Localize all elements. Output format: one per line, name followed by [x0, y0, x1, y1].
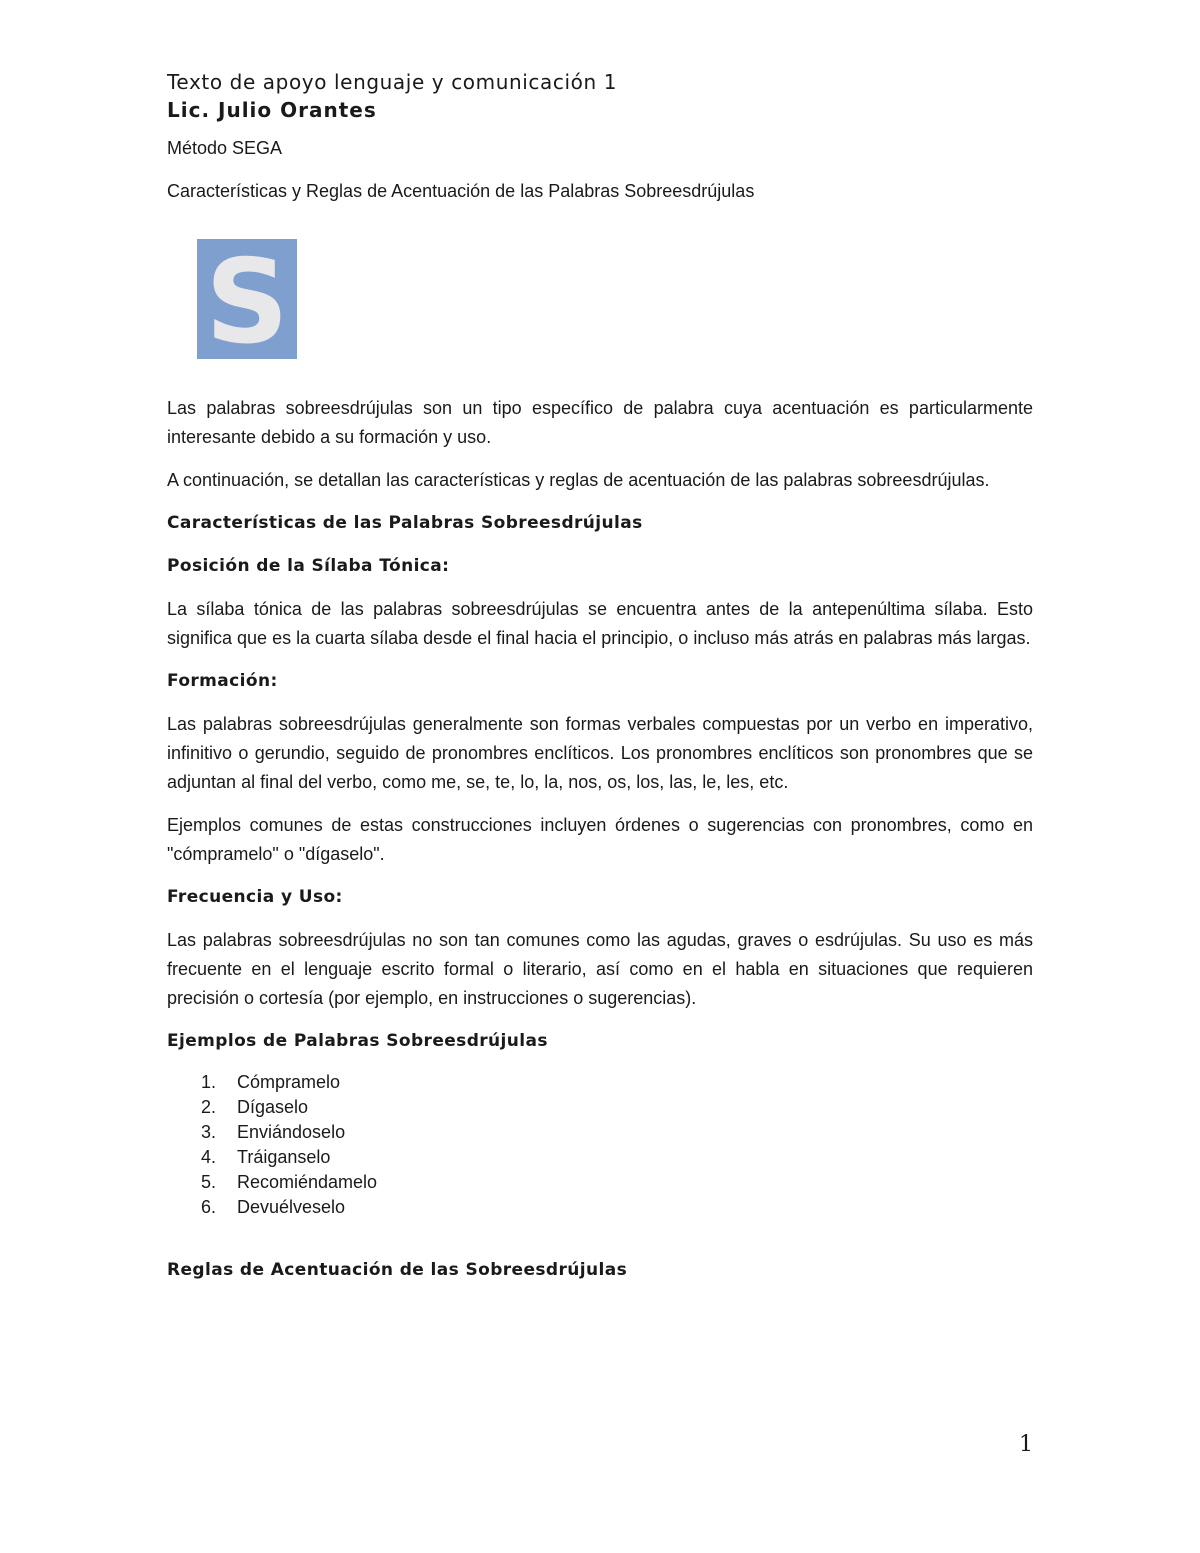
list-item-number: 3. [201, 1122, 217, 1142]
list-item [201, 1070, 1033, 1095]
list-item-number: 4. [201, 1147, 217, 1167]
frequency-paragraph: Las palabras sobreesdrújulas no son tan comunes como las agudas, graves o esdrújulas. Su uso es más frecuente en el lenguaje escrito formal o literario, así como en el habla en situaciones que requieren precisión o cortesía (por ejemplo, en instrucciones o sugerencias). [167, 930, 1033, 1008]
formation-examples-paragraph: Ejemplos comunes de estas construcciones incluyen órdenes o sugerencias con pronombres, como en "cómpramelo" o "dígaselo". [167, 815, 1033, 864]
list-item-word: Tráiganselo [237, 1147, 331, 1167]
list-item-word: Recomiéndamelo [237, 1172, 378, 1192]
subheading-frequency: Frecuencia y Uso: [167, 887, 343, 907]
list-item-word: Dígaselo [237, 1097, 309, 1117]
list-item [201, 1195, 1033, 1220]
subheading-position: Posición de la Sílaba Tónica: [167, 556, 450, 576]
svg-text:S: S [205, 239, 289, 359]
intro-paragraph: A continuación, se detallan las características y reglas de acentuación de las palabras sobreesdrújulas. [167, 470, 990, 490]
list-item-number: 2. [201, 1097, 217, 1117]
section-heading-rules: Reglas de Acentuación de las Sobreesdrújulas [167, 1260, 628, 1280]
document-author: Lic. Julio Orantes [167, 98, 377, 122]
position-paragraph: La sílaba tónica de las palabras sobreesdrújulas se encuentra antes de la antepenúltima sílaba. Esto significa que es la cuarta sílaba desde el final hacia el principio, o incluso más atrás en palabras más largas. [167, 599, 1033, 648]
list-item-word: Devuélveselo [237, 1197, 346, 1217]
list-item-number: 6. [201, 1197, 217, 1217]
s-logo-icon [197, 239, 297, 359]
list-item [201, 1120, 1033, 1145]
subheading-formation: Formación: [167, 671, 278, 691]
list-item-word: Cómpramelo [237, 1072, 341, 1092]
intro-paragraph: Las palabras sobreesdrújulas son un tipo específico de palabra cuya acentuación es particularmente interesante debido a su formación y uso. [167, 398, 1033, 447]
document-subtitle: Características y Reglas de Acentuación de las Palabras Sobreesdrújulas [167, 181, 755, 201]
page-content [167, 68, 1033, 1299]
examples-list [167, 1070, 1033, 1220]
section-heading-examples: Ejemplos de Palabras Sobreesdrújulas [167, 1031, 548, 1051]
list-item-word: Enviándoselo [237, 1122, 346, 1142]
list-item [201, 1145, 1033, 1170]
s-logo-image [197, 239, 297, 359]
section-heading-characteristics: Características de las Palabras Sobreesdrújulas [167, 513, 643, 533]
method-label: Método SEGA [167, 138, 283, 158]
list-item [201, 1170, 1033, 1195]
list-item-number: 5. [201, 1172, 217, 1192]
list-item-number: 1. [201, 1072, 217, 1092]
list-item [201, 1095, 1033, 1120]
page-number: 1 [1019, 1432, 1033, 1457]
formation-paragraph: Las palabras sobreesdrújulas generalmente son formas verbales compuestas por un verbo en imperativo, infinitivo o gerundio, seguido de pronombres enclíticos. Los pronombres enclíticos son pronombres que se adjuntan al final del verbo, como me, se, te, lo, la, nos, os, los, las, le, les, etc. [167, 714, 1033, 792]
document-title: Texto de apoyo lenguaje y comunicación 1 [167, 70, 618, 94]
